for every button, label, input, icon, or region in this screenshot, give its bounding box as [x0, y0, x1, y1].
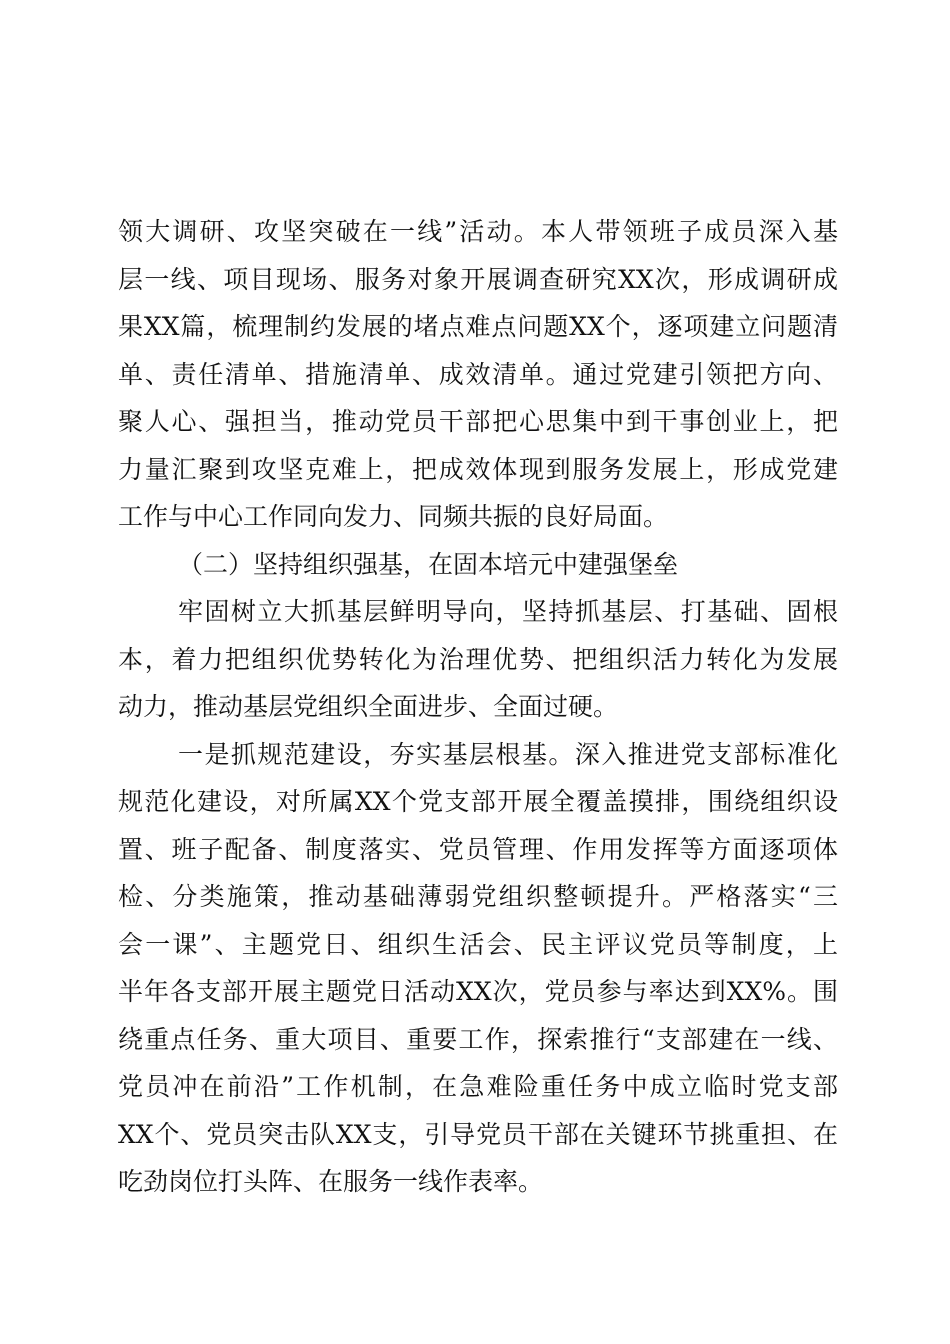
- text-line: 规范化建设，对所属XX个党支部开展全覆盖摸排，围绕组织设: [118, 787, 838, 816]
- text-line: 果XX篇，梳理制约发展的堵点难点问题XX个，逐项建立问题清: [118, 312, 838, 341]
- paragraph-1: [118, 208, 838, 541]
- text-line: 工作与中心工作同向发力、同频共振的良好局面。: [118, 502, 669, 531]
- text-line: 党员冲在前沿”工作机制，在急难险重任务中成立临时党支部: [118, 1072, 838, 1101]
- section-heading: [118, 541, 838, 589]
- text-line: 会一课”、主题党日、组织生活会、民主评议党员等制度，上: [118, 929, 838, 959]
- text-line: 绕重点任务、重大项目、重要工作，探索推行“支部建在一线、: [118, 1024, 838, 1054]
- text-line: 层一线、项目现场、服务对象开展调查研究XX次，形成调研成: [118, 264, 838, 294]
- text-line: 置、班子配备、制度落实、党员管理、作用发挥等方面逐项体: [118, 834, 838, 864]
- text-line: 检、分类施策，推动基础薄弱党组织整顿提升。严格落实“三: [118, 882, 838, 911]
- text-line: 力量汇聚到攻坚克难上，把成效体现到服务发展上，形成党建: [118, 454, 838, 484]
- text-line: 领大调研、攻坚突破在一线”活动。本人带领班子成员深入基: [118, 217, 838, 246]
- text-line: 本，着力把组织优势转化为治理优势、把组织活力转化为发展: [118, 644, 838, 674]
- text-line: 吃劲岗位打头阵、在服务一线作表率。: [118, 1167, 544, 1196]
- text-line: XX个、党员突击队XX支，引导党员干部在关键环节挑重担、在: [118, 1119, 838, 1149]
- heading-text: （二）坚持组织强基，在固本培元中建强堡垒: [178, 549, 679, 579]
- text-line: 半年各支部开展主题党日活动XX次，党员参与率达到XX%。围: [118, 977, 838, 1006]
- paragraph-3: [118, 731, 838, 1206]
- paragraph-2: [118, 588, 838, 731]
- text-line: 动力，推动基层党组织全面进步、全面过硬。: [118, 692, 619, 721]
- document-body: [118, 208, 838, 1206]
- text-line: 单、责任清单、措施清单、成效清单。通过党建引领把方向、: [118, 359, 838, 389]
- text-line: 聚人心、强担当，推动党员干部把心思集中到干事创业上，把: [118, 407, 838, 436]
- text-line: 一是抓规范建设，夯实基层根基。深入推进党支部标准化: [178, 739, 838, 769]
- text-line: 牢固树立大抓基层鲜明导向，坚持抓基层、打基础、固根: [178, 597, 838, 626]
